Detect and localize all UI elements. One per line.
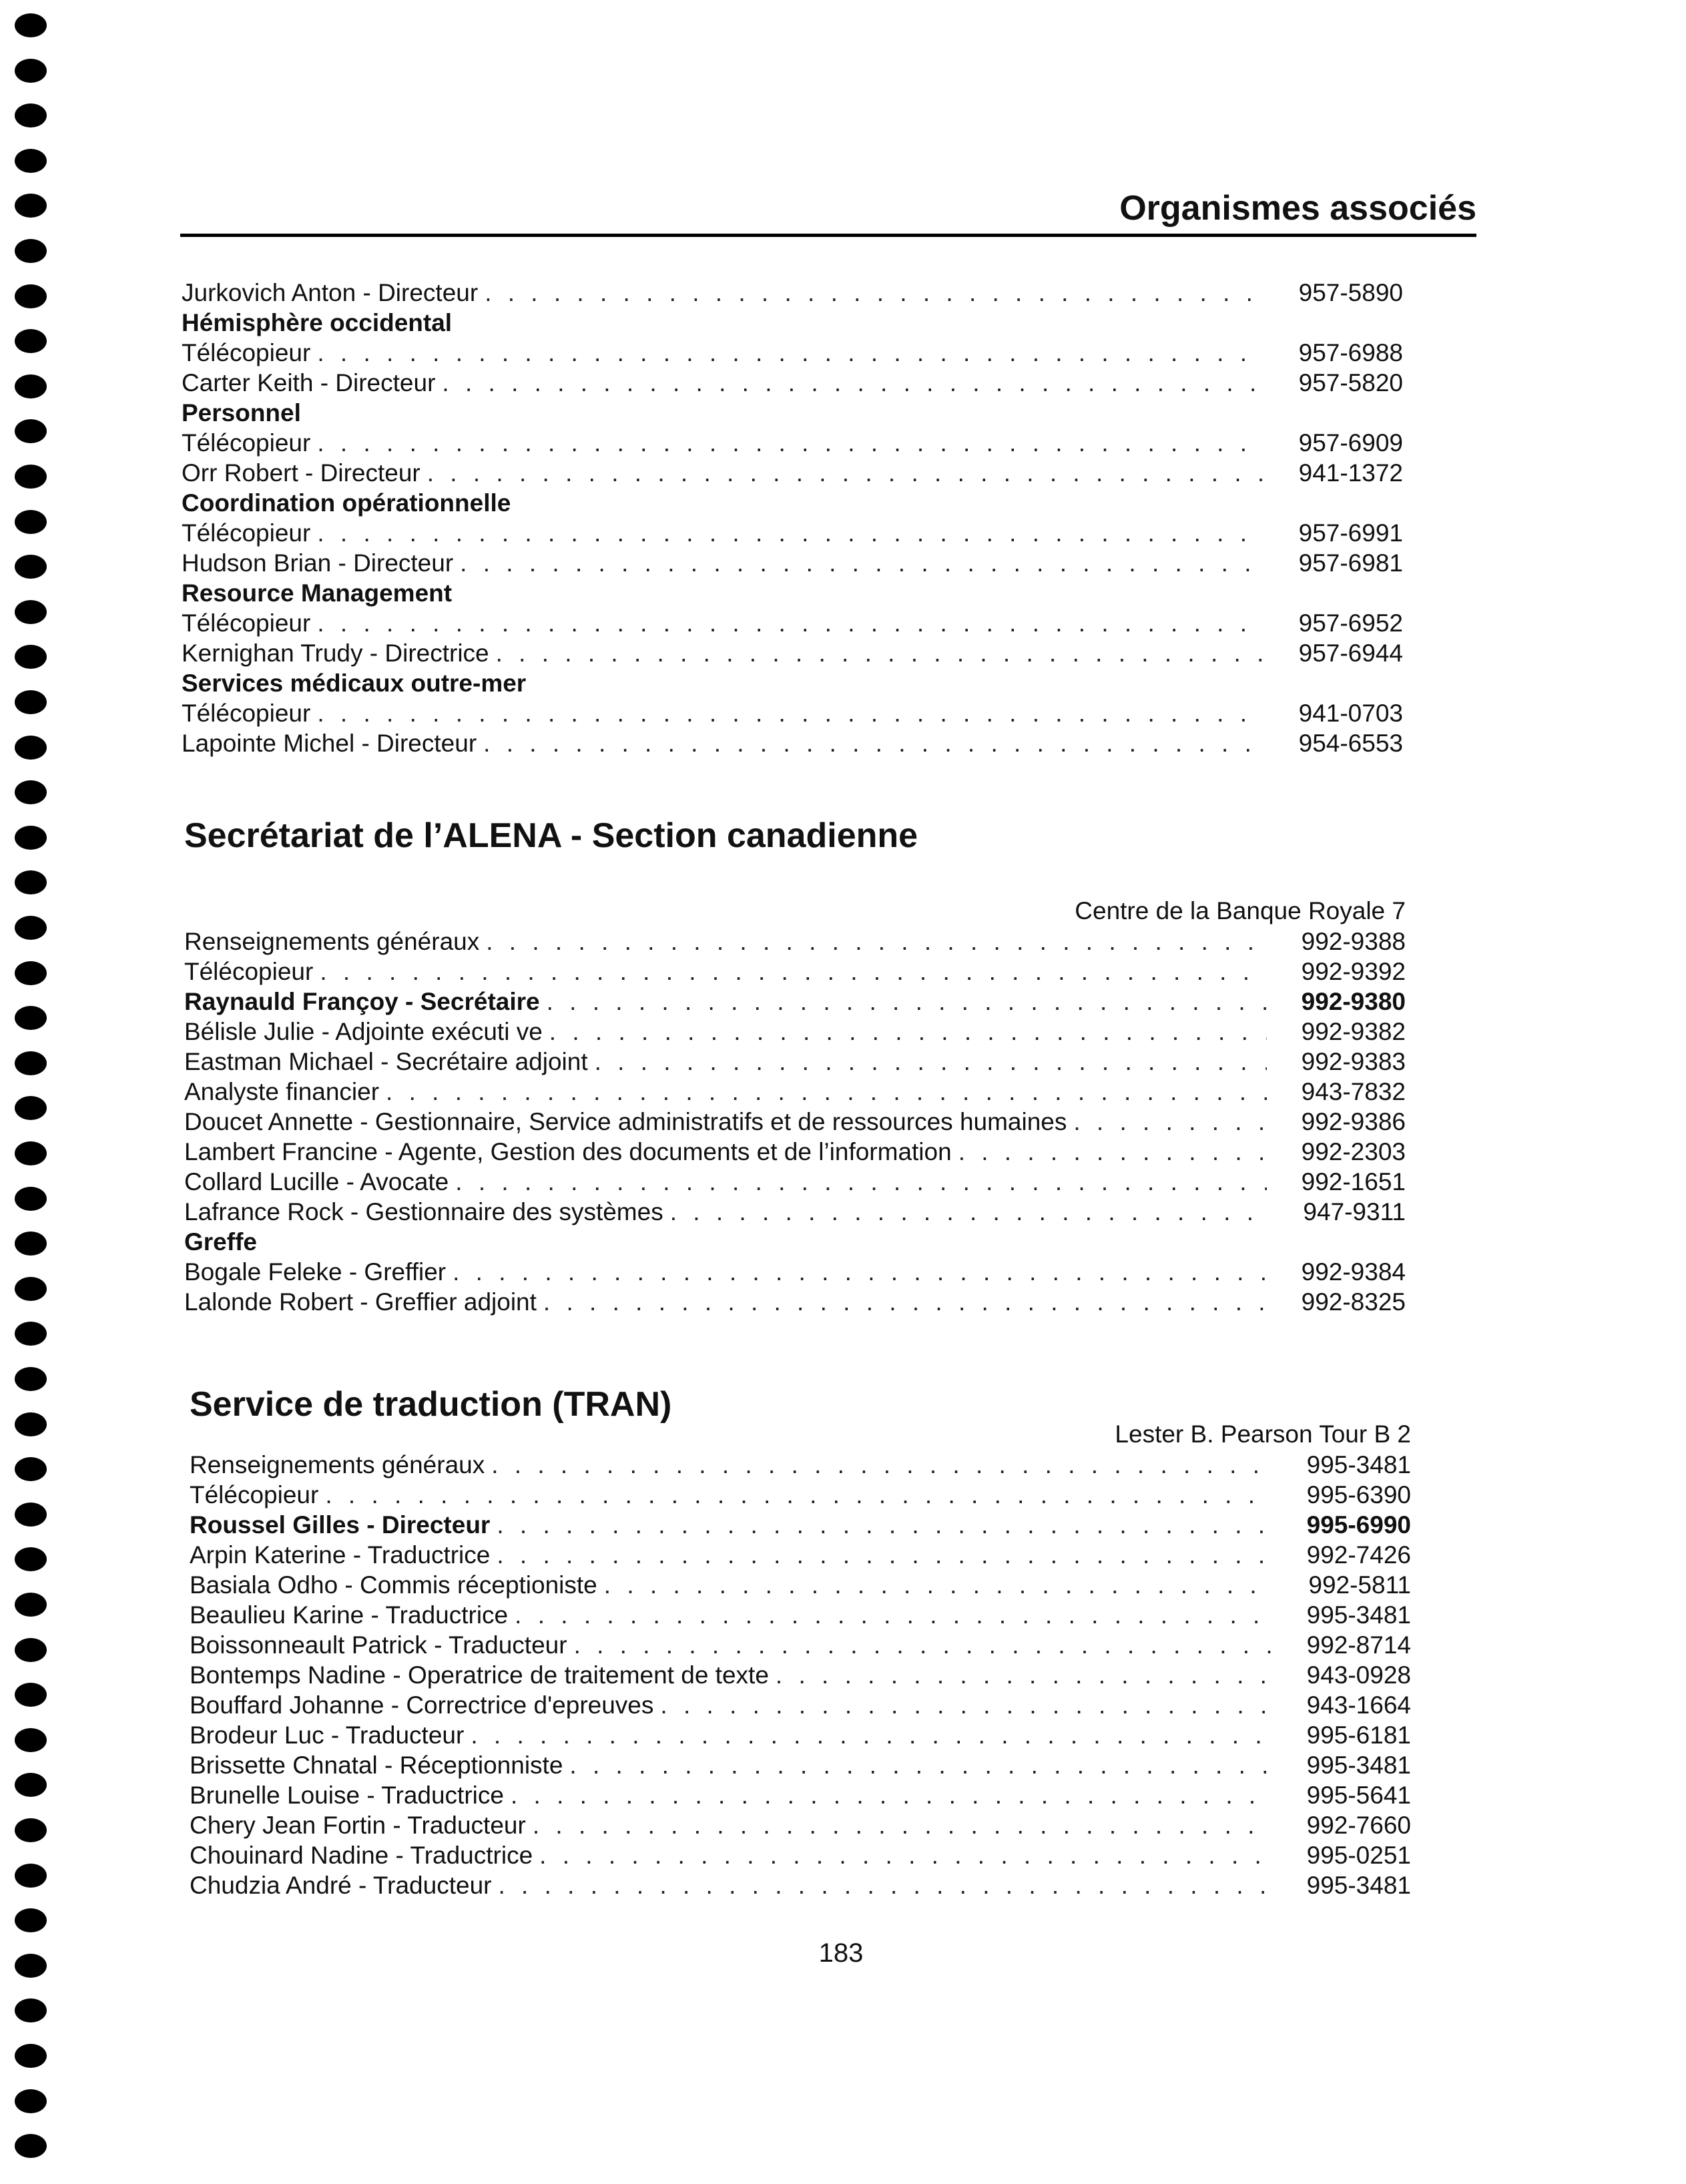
binding-hole — [15, 1141, 47, 1165]
entry-phone: 995-3481 — [1306, 1751, 1411, 1779]
dot-leader — [497, 1510, 1272, 1540]
directory-entry — [190, 1540, 1411, 1570]
binding-hole — [15, 916, 47, 940]
entry-name: Brunelle Louise - Traductrice — [190, 1782, 504, 1809]
entry-phone: 957-6952 — [1298, 609, 1403, 637]
directory-entry — [190, 1810, 1411, 1840]
binding-hole — [15, 149, 47, 173]
dot-leader — [776, 1660, 1272, 1690]
dot-leader — [574, 1630, 1272, 1660]
binding-hole — [15, 1818, 47, 1842]
binding-hole — [15, 1412, 47, 1436]
binding-hole — [15, 780, 47, 804]
directory-entry — [182, 338, 1403, 368]
binding-hole — [15, 329, 47, 353]
directory-entry — [190, 1870, 1411, 1900]
directory-entry — [190, 1840, 1411, 1870]
directory-entry — [190, 1630, 1411, 1660]
directory-entry — [184, 1257, 1406, 1287]
directory-entry — [184, 1017, 1406, 1047]
directory-entry — [182, 278, 1403, 308]
binding-hole — [15, 1322, 47, 1346]
dot-leader — [533, 1810, 1272, 1840]
entry-phone: 957-6909 — [1298, 429, 1403, 457]
binding-hole — [15, 2089, 47, 2113]
directory-entry — [190, 1450, 1411, 1480]
dot-leader — [317, 608, 1264, 638]
binding-hole — [15, 1051, 47, 1075]
dot-leader — [670, 1197, 1267, 1227]
entry-phone: 954-6553 — [1298, 730, 1403, 757]
spiral-binding — [15, 13, 47, 2176]
entry-name: Lapointe Michel - Directeur — [182, 730, 477, 757]
directory-block-alena — [184, 896, 1406, 1317]
entry-name: Bontemps Nadine - Operatrice de traitement de texte — [190, 1661, 769, 1689]
dot-leader — [660, 1690, 1272, 1720]
entry-name: Bogale Feleke - Greffier — [184, 1258, 447, 1286]
binding-hole — [15, 645, 47, 669]
directory-subheading: Greffe — [184, 1228, 257, 1256]
entry-name: Roussel Gilles - Directeur — [190, 1511, 491, 1539]
entry-phone: 941-0703 — [1298, 700, 1403, 727]
directory-subheading: Resource Management — [182, 579, 453, 607]
dot-leader — [453, 1257, 1267, 1287]
entry-phone: 992-7660 — [1306, 1812, 1411, 1839]
entry-name: Brissette Chnatal - Réceptionniste — [190, 1751, 563, 1779]
entry-name: Télécopieur — [182, 339, 311, 366]
directory-entry — [190, 1570, 1411, 1600]
entry-phone: 995-6990 — [1306, 1511, 1411, 1539]
entry-phone: 995-0251 — [1306, 1842, 1411, 1869]
entry-name: Chery Jean Fortin - Traducteur — [190, 1812, 526, 1839]
directory-subheading: Personnel — [182, 399, 301, 427]
directory-entry — [182, 728, 1403, 758]
directory-block-organismes — [182, 278, 1403, 758]
entry-name: Brodeur Luc - Traducteur — [190, 1721, 465, 1749]
dot-leader — [317, 428, 1264, 458]
dot-leader — [498, 1870, 1272, 1900]
dot-leader — [491, 1450, 1272, 1480]
binding-hole — [15, 239, 47, 263]
entry-name: Raynauld Françoy - Secrétaire — [184, 988, 540, 1015]
entry-phone: 957-6981 — [1298, 549, 1403, 577]
entry-phone: 957-6988 — [1298, 339, 1403, 366]
binding-hole — [15, 1773, 47, 1797]
section-title-tran: Service de traduction (TRAN) — [190, 1385, 672, 1424]
entry-name: Télécopieur — [182, 700, 311, 727]
dot-leader — [539, 1840, 1272, 1870]
binding-hole — [15, 2134, 47, 2158]
binding-hole — [15, 870, 47, 894]
binding-hole — [15, 374, 47, 398]
entry-phone: 943-1664 — [1306, 1691, 1411, 1719]
entry-name: Renseignements généraux — [190, 1451, 485, 1478]
binding-hole — [15, 961, 47, 985]
entry-phone: 957-6991 — [1298, 519, 1403, 547]
section-address-tran: Lester B. Pearson Tour B 2 — [1115, 1420, 1411, 1448]
directory-entry — [182, 428, 1403, 458]
entry-phone: 957-5890 — [1298, 279, 1403, 306]
directory-entry — [190, 1660, 1411, 1690]
entry-name: Lalonde Robert - Greffier adjoint — [184, 1288, 537, 1316]
entry-phone: 992-9382 — [1301, 1018, 1406, 1045]
binding-hole — [15, 690, 47, 714]
entry-name: Beaulieu Karine - Traductrice — [190, 1601, 509, 1629]
dot-leader — [511, 1780, 1272, 1810]
entry-name: Bélisle Julie - Adjointe exécuti ve — [184, 1018, 543, 1045]
entry-phone: 947-9311 — [1303, 1198, 1406, 1225]
directory-entry — [182, 698, 1403, 728]
directory-entry — [182, 638, 1403, 668]
directory-entry — [190, 1690, 1411, 1720]
dot-leader — [604, 1570, 1272, 1600]
entry-phone: 957-6944 — [1298, 639, 1403, 667]
binding-hole — [15, 13, 47, 37]
directory-entry — [182, 458, 1403, 488]
directory-subheading: Services médicaux outre-mer — [182, 669, 527, 697]
dot-leader — [547, 987, 1267, 1017]
binding-hole — [15, 1683, 47, 1707]
dot-leader — [325, 1480, 1272, 1510]
binding-hole — [15, 1954, 47, 1978]
entry-name: Hudson Brian - Directeur — [182, 549, 454, 577]
binding-hole — [15, 194, 47, 218]
binding-hole — [15, 1367, 47, 1391]
directory-entry — [190, 1720, 1411, 1750]
directory-entry — [182, 368, 1403, 398]
dot-leader — [317, 698, 1264, 728]
page-title: Organismes associés — [1119, 189, 1476, 228]
directory-entry — [182, 518, 1403, 548]
binding-hole — [15, 1638, 47, 1662]
entry-name: Télécopieur — [190, 1481, 319, 1509]
dot-leader — [515, 1600, 1272, 1630]
directory-entry — [182, 608, 1403, 638]
dot-leader — [317, 338, 1264, 368]
entry-name: Bouffard Johanne - Correctrice d'epreuves — [190, 1691, 654, 1719]
dot-leader — [317, 518, 1264, 548]
dot-leader — [569, 1750, 1272, 1780]
entry-phone: 992-1651 — [1301, 1168, 1406, 1195]
entry-phone: 992-9383 — [1301, 1048, 1406, 1075]
binding-hole — [15, 826, 47, 850]
binding-hole — [15, 736, 47, 760]
directory-subheading: Hémisphère occidental — [182, 309, 453, 336]
binding-hole — [15, 555, 47, 579]
directory-entry — [184, 1047, 1406, 1077]
entry-phone: 992-9392 — [1301, 958, 1406, 985]
dot-leader — [455, 1167, 1267, 1197]
binding-hole — [15, 1187, 47, 1211]
page-number: 183 — [818, 1938, 864, 1968]
binding-hole — [15, 1457, 47, 1481]
entry-name: Collard Lucille - Avocate — [184, 1168, 449, 1195]
directory-entry — [184, 1107, 1406, 1137]
dot-leader — [427, 458, 1264, 488]
dot-leader — [386, 1077, 1267, 1107]
entry-phone: 995-3481 — [1306, 1601, 1411, 1629]
entry-phone: 992-5811 — [1308, 1571, 1411, 1599]
binding-hole — [15, 1593, 47, 1617]
dot-leader — [958, 1137, 1267, 1167]
binding-hole — [15, 1096, 47, 1120]
binding-hole — [15, 59, 47, 83]
entry-phone: 995-3481 — [1306, 1451, 1411, 1478]
entry-phone: 992-9386 — [1301, 1108, 1406, 1135]
binding-hole — [15, 1006, 47, 1030]
binding-hole — [15, 284, 47, 308]
entry-name: Chouinard Nadine - Traductrice — [190, 1842, 533, 1869]
binding-hole — [15, 465, 47, 489]
entry-phone: 943-7832 — [1301, 1078, 1406, 1105]
entry-phone: 995-6390 — [1306, 1481, 1411, 1509]
entry-phone: 943-0928 — [1306, 1661, 1411, 1689]
entry-name: Eastman Michael - Secrétaire adjoint — [184, 1048, 588, 1075]
entry-name: Télécopieur — [182, 609, 311, 637]
entry-name: Renseignements généraux — [184, 928, 480, 955]
directory-entry — [184, 1167, 1406, 1197]
directory-entry — [190, 1480, 1411, 1510]
directory-entry — [184, 1077, 1406, 1107]
entry-name: Carter Keith - Directeur — [182, 369, 436, 396]
binding-hole — [15, 103, 47, 127]
dot-leader — [460, 548, 1264, 578]
dot-leader — [486, 926, 1267, 957]
dot-leader — [471, 1720, 1272, 1750]
directory-entry — [190, 1510, 1411, 1540]
entry-name: Chudzia André - Traducteur — [190, 1872, 492, 1899]
entry-phone: 992-8325 — [1301, 1288, 1406, 1316]
directory-entry — [184, 987, 1406, 1017]
binding-hole — [15, 1232, 47, 1256]
entry-phone: 992-9388 — [1301, 928, 1406, 955]
entry-phone: 941-1372 — [1298, 459, 1403, 487]
binding-hole — [15, 1728, 47, 1752]
directory-entry — [190, 1750, 1411, 1780]
directory-entry — [190, 1600, 1411, 1630]
binding-hole — [15, 1998, 47, 2022]
entry-name: Arpin Katerine - Traductrice — [190, 1541, 491, 1569]
entry-name: Lambert Francine - Agente, Gestion des documents et de l’information — [184, 1138, 952, 1165]
directory-entry — [182, 548, 1403, 578]
binding-hole — [15, 419, 47, 443]
entry-name: Télécopieur — [184, 958, 314, 985]
entry-name: Kernighan Trudy - Directrice — [182, 639, 489, 667]
entry-phone: 957-5820 — [1298, 369, 1403, 396]
entry-phone: 992-2303 — [1301, 1138, 1406, 1165]
directory-entry — [184, 926, 1406, 957]
section-title-alena: Secrétariat de l’ALENA - Section canadienne — [184, 816, 918, 855]
binding-hole — [15, 600, 47, 624]
dot-leader — [496, 638, 1264, 668]
directory-entry — [184, 1137, 1406, 1167]
binding-hole — [15, 1277, 47, 1301]
section-address-alena: Centre de la Banque Royale 7 — [1075, 897, 1406, 924]
directory-entry — [184, 1287, 1406, 1317]
binding-hole — [15, 510, 47, 534]
directory-entry — [190, 1780, 1411, 1810]
directory-block-tran — [190, 1419, 1411, 1900]
entry-name: Orr Robert - Directeur — [182, 459, 420, 487]
dot-leader — [549, 1017, 1267, 1047]
entry-phone: 995-5641 — [1306, 1782, 1411, 1809]
entry-phone: 992-7426 — [1306, 1541, 1411, 1569]
dot-leader — [595, 1047, 1267, 1077]
entry-phone: 992-8714 — [1306, 1631, 1411, 1659]
entry-name: Basiala Odho - Commis réceptioniste — [190, 1571, 597, 1599]
entry-phone: 992-9380 — [1301, 988, 1406, 1015]
dot-leader — [497, 1540, 1272, 1570]
binding-hole — [15, 1864, 47, 1888]
entry-name: Doucet Annette - Gestionnaire, Service administratifs et de ressources humaines — [184, 1108, 1067, 1135]
binding-hole — [15, 1503, 47, 1527]
entry-name: Lafrance Rock - Gestionnaire des systèmes — [184, 1198, 663, 1225]
dot-leader — [442, 368, 1264, 398]
dot-leader — [1073, 1107, 1267, 1137]
dot-leader — [483, 728, 1264, 758]
entry-phone: 995-6181 — [1306, 1721, 1411, 1749]
entry-name: Télécopieur — [182, 429, 311, 457]
entry-phone: 995-3481 — [1306, 1872, 1411, 1899]
binding-hole — [15, 1547, 47, 1571]
binding-hole — [15, 2044, 47, 2068]
page-header — [180, 175, 1476, 237]
dot-leader — [320, 957, 1267, 987]
directory-entry — [184, 1197, 1406, 1227]
entry-name: Boissonneault Patrick - Traducteur — [190, 1631, 567, 1659]
directory-subheading: Coordination opérationnelle — [182, 489, 511, 517]
entry-phone: 992-9384 — [1301, 1258, 1406, 1286]
directory-entry — [184, 957, 1406, 987]
entry-name: Analyste financier — [184, 1078, 380, 1105]
dot-leader — [485, 278, 1264, 308]
entry-name: Télécopieur — [182, 519, 311, 547]
dot-leader — [543, 1287, 1267, 1317]
entry-name: Jurkovich Anton - Directeur — [182, 279, 479, 306]
binding-hole — [15, 1908, 47, 1932]
